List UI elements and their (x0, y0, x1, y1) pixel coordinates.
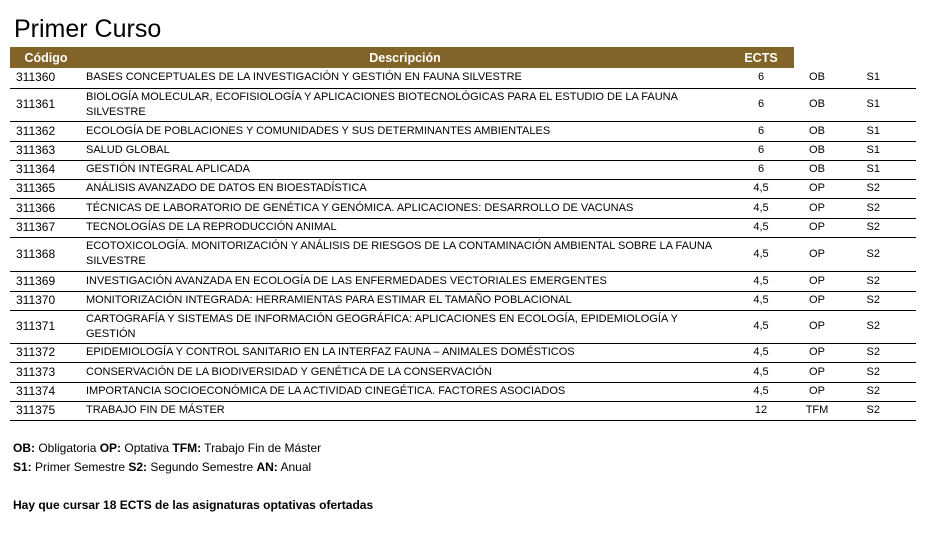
table-header-row (10, 47, 916, 68)
legend-key: S2: (128, 460, 148, 474)
course-description: TRABAJO FIN DE MÁSTER (82, 401, 728, 420)
legend-line-1 (13, 440, 321, 456)
header-blank (840, 47, 916, 68)
header-code: Código (10, 47, 82, 68)
course-ects: 4,5 (728, 237, 794, 271)
course-type: OP (794, 343, 840, 362)
course-code: 311366 (10, 198, 82, 218)
legend-value: Primer Semestre (31, 460, 129, 474)
course-description: ECOTOXICOLOGÍA. MONITORIZACIÓN Y ANÁLISIS DE RIESGOS DE LA CONTAMINACIÓN AMBIENTAL SOBRE LA FAUNA SILVESTRE (82, 237, 728, 271)
course-ects: 4,5 (728, 343, 794, 362)
course-ects: 6 (728, 121, 794, 141)
course-description: EPIDEMIOLOGÍA Y CONTROL SANITARIO EN LA INTERFAZ FAUNA – ANIMALES DOMÉSTICOS (82, 343, 728, 362)
course-code: 311375 (10, 401, 82, 420)
course-ects: 6 (728, 88, 794, 121)
course-ects: 12 (728, 401, 794, 420)
course-description: BASES CONCEPTUALES DE LA INVESTIGACIÓN Y GESTIÓN EN FAUNA SILVESTRE (82, 68, 728, 88)
course-ects: 4,5 (728, 382, 794, 401)
course-ects: 4,5 (728, 179, 794, 198)
table-row (10, 362, 916, 382)
course-semester: S1 (840, 141, 916, 160)
optional-ects-note: Hay que cursar 18 ECTS de las asignaturas optativas ofertadas (13, 498, 374, 512)
course-code: 311367 (10, 218, 82, 237)
course-type: OP (794, 218, 840, 237)
course-semester: S1 (840, 68, 916, 88)
course-description: CARTOGRAFÍA Y SISTEMAS DE INFORMACIÓN GEOGRÁFICA: APLICACIONES EN ECOLOGÍA, EPIDEMIOLOGÍA Y GESTIÓN (82, 310, 728, 343)
course-semester: S2 (840, 218, 916, 237)
course-description: MONITORIZACIÓN INTEGRADA: HERRAMIENTAS PARA ESTIMAR EL TAMAÑO POBLACIONAL (82, 291, 728, 310)
course-description: GESTIÓN INTEGRAL APLICADA (82, 160, 728, 179)
course-table (10, 47, 916, 421)
table-row (10, 291, 916, 310)
course-type: OP (794, 198, 840, 218)
table-row (10, 218, 916, 237)
course-semester: S2 (840, 271, 916, 291)
table-row (10, 237, 916, 271)
legend-key: TFM: (172, 441, 202, 455)
course-ects: 4,5 (728, 291, 794, 310)
course-type: OB (794, 121, 840, 141)
course-code: 311369 (10, 271, 82, 291)
course-code: 311372 (10, 343, 82, 362)
legend-value: Segundo Semestre (147, 460, 257, 474)
course-description: SALUD GLOBAL (82, 141, 728, 160)
course-type: OB (794, 141, 840, 160)
course-type: OP (794, 362, 840, 382)
table-row (10, 382, 916, 401)
course-semester: S2 (840, 198, 916, 218)
course-semester: S2 (840, 291, 916, 310)
table-row (10, 88, 916, 121)
table-row (10, 271, 916, 291)
legend-value: Optativa (121, 441, 173, 455)
course-semester: S1 (840, 88, 916, 121)
course-code: 311373 (10, 362, 82, 382)
course-type: OB (794, 88, 840, 121)
table-row (10, 179, 916, 198)
legend-key: OB: (13, 441, 35, 455)
course-code: 311370 (10, 291, 82, 310)
course-semester: S1 (840, 121, 916, 141)
course-ects: 4,5 (728, 218, 794, 237)
course-description: IMPORTANCIA SOCIOECONÓMICA DE LA ACTIVIDAD CINEGÉTICA. FACTORES ASOCIADOS (82, 382, 728, 401)
table-row (10, 160, 916, 179)
course-description: TECNOLOGÍAS DE LA REPRODUCCIÓN ANIMAL (82, 218, 728, 237)
course-ects: 4,5 (728, 271, 794, 291)
legend-value: Obligatoria (35, 441, 100, 455)
course-semester: S2 (840, 310, 916, 343)
course-code: 311364 (10, 160, 82, 179)
table-row (10, 310, 916, 343)
legend-value: Anual (277, 460, 312, 474)
course-type: OP (794, 179, 840, 198)
header-blank (794, 47, 840, 68)
course-code: 311374 (10, 382, 82, 401)
course-code: 311360 (10, 68, 82, 88)
course-semester: S2 (840, 362, 916, 382)
course-ects: 6 (728, 141, 794, 160)
course-semester: S2 (840, 343, 916, 362)
legend-line-2 (13, 459, 311, 475)
course-type: OP (794, 237, 840, 271)
course-description: ANÁLISIS AVANZADO DE DATOS EN BIOESTADÍSTICA (82, 179, 728, 198)
table-row (10, 198, 916, 218)
legend-key: AN: (256, 460, 278, 474)
course-ects: 4,5 (728, 198, 794, 218)
course-description: BIOLOGÍA MOLECULAR, ECOFISIOLOGÍA Y APLICACIONES BIOTECNOLÓGICAS PARA EL ESTUDIO DE LA FAUNA SILVESTRE (82, 88, 728, 121)
header-description: Descripción (82, 47, 728, 68)
course-type: TFM (794, 401, 840, 420)
table-row (10, 401, 916, 420)
legend-value: Trabajo Fin de Máster (201, 441, 322, 455)
course-type: OB (794, 160, 840, 179)
course-semester: S2 (840, 382, 916, 401)
legend-key: S1: (13, 460, 32, 474)
course-ects: 6 (728, 160, 794, 179)
table-row (10, 141, 916, 160)
course-description: ECOLOGÍA DE POBLACIONES Y COMUNIDADES Y SUS DETERMINANTES AMBIENTALES (82, 121, 728, 141)
course-type: OP (794, 291, 840, 310)
course-type: OP (794, 382, 840, 401)
course-type: OP (794, 271, 840, 291)
table-row (10, 68, 916, 88)
course-description: INVESTIGACIÓN AVANZADA EN ECOLOGÍA DE LAS ENFERMEDADES VECTORIALES EMERGENTES (82, 271, 728, 291)
course-type: OB (794, 68, 840, 88)
page-title: Primer Curso (14, 15, 162, 43)
course-ects: 4,5 (728, 310, 794, 343)
course-code: 311371 (10, 310, 82, 343)
course-ects: 6 (728, 68, 794, 88)
course-semester: S1 (840, 160, 916, 179)
course-description: TÉCNICAS DE LABORATORIO DE GENÉTICA Y GENÓMICA. APLICACIONES: DESARROLLO DE VACUNAS (82, 198, 728, 218)
header-ects: ECTS (728, 47, 794, 68)
table-row (10, 121, 916, 141)
table-row (10, 343, 916, 362)
course-code: 311361 (10, 88, 82, 121)
legend-key: OP: (99, 441, 122, 455)
course-semester: S2 (840, 237, 916, 271)
course-code: 311363 (10, 141, 82, 160)
course-type: OP (794, 310, 840, 343)
course-semester: S2 (840, 179, 916, 198)
course-description: CONSERVACIÓN DE LA BIODIVERSIDAD Y GENÉTICA DE LA CONSERVACIÓN (82, 362, 728, 382)
course-code: 311368 (10, 237, 82, 271)
course-code: 311365 (10, 179, 82, 198)
course-ects: 4,5 (728, 362, 794, 382)
course-code: 311362 (10, 121, 82, 141)
course-semester: S2 (840, 401, 916, 420)
